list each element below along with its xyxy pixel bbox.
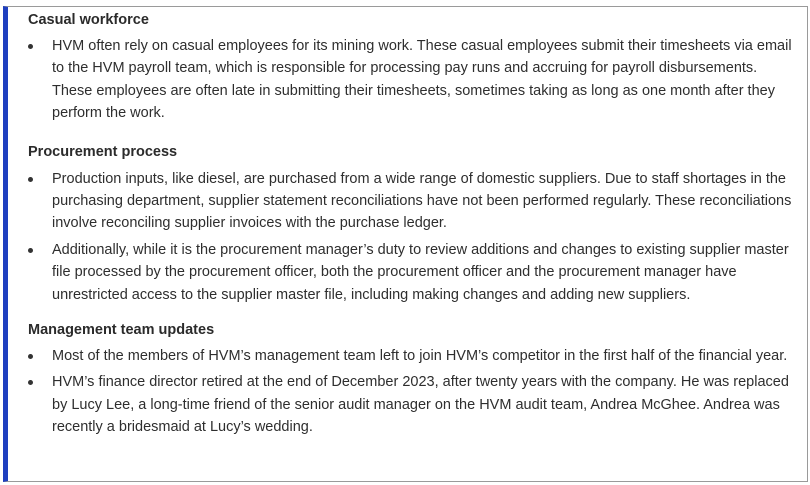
- section-heading: Management team updates: [28, 322, 215, 339]
- bullet-icon: [28, 248, 33, 253]
- section-casual-workforce: [28, 10, 799, 125]
- section-heading: Procurement process: [28, 143, 178, 160]
- list-item-text: Most of the members of HVM’s management team left to join HVM’s competitor in the first half of the financial year.: [52, 348, 788, 365]
- list-item: [28, 35, 799, 125]
- bullet-list: [28, 345, 799, 439]
- bullet-icon: [28, 177, 33, 182]
- bullet-icon: [28, 354, 33, 359]
- case-study-panel: [3, 6, 808, 482]
- section-management-team-updates: [28, 320, 799, 439]
- bullet-icon: [28, 380, 33, 385]
- bullet-icon: [28, 44, 33, 49]
- list-item-text: HVM’s finance director retired at the end of December 2023, after twenty years with the company. He was replaced by Lucy Lee, a long-time friend of the senior audit manager on the HVM audit team, Andrea McGhee. Andrea was recently a bridesmaid at Lucy’s wedding.: [52, 374, 789, 436]
- section-procurement-process: [28, 142, 799, 306]
- list-item: [28, 345, 799, 367]
- bullet-list: [28, 168, 799, 306]
- list-item-text: Production inputs, like diesel, are purchased from a wide range of domestic suppliers. Due to staff shortages in the purchasing department, supplier statement reconciliations have not been performed regularly. These reconciliations involve reconciling supplier invoices with the purchase ledger.: [52, 170, 792, 232]
- panel-content: [28, 10, 799, 439]
- list-item: [28, 371, 799, 438]
- list-item-text: HVM often rely on casual employees for its mining work. These casual employees submit their timesheets via email to the HVM payroll team, which is responsible for processing pay runs and accruing for payroll disbursements. These employees are often late in submitting their timesheets, sometimes taking as long as one month after they perform the work.: [52, 38, 792, 122]
- list-item: [28, 239, 799, 306]
- section-heading: Casual workforce: [28, 12, 149, 28]
- list-item-text: Additionally, while it is the procurement manager’s duty to review additions and changes to existing supplier master file processed by the procurement officer, both the procurement officer and the procurement manager have unrestricted access to the supplier master file, including making changes and adding new suppliers.: [52, 241, 789, 303]
- bullet-list: [28, 35, 799, 125]
- list-item: [28, 168, 799, 235]
